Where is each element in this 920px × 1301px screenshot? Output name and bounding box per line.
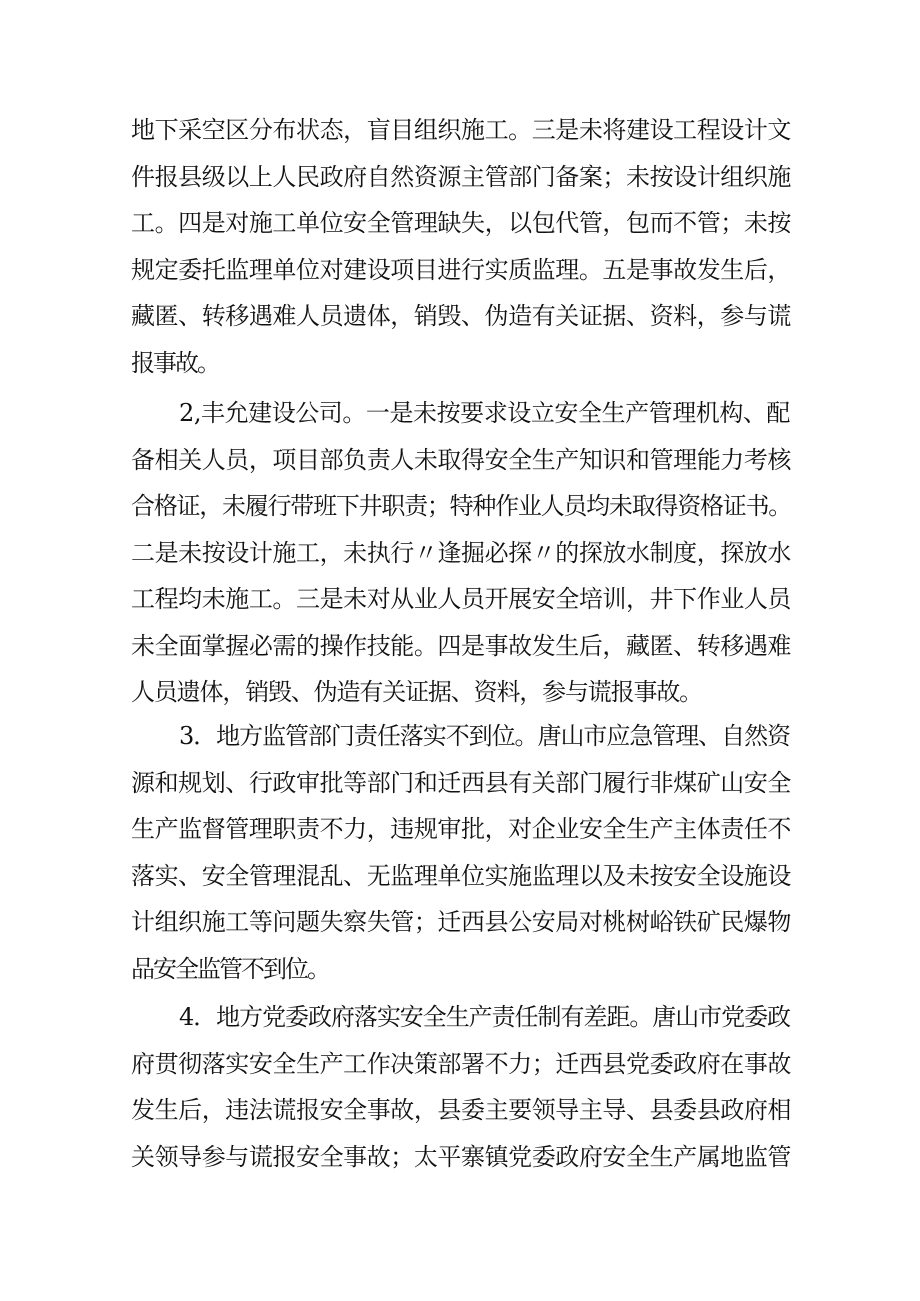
text-line: 2,丰允建设公司。一是未按要求设立安全生产管理机构、配 xyxy=(179,399,790,427)
text-line: 发生后，违法谎报安全事故，县委主要领导主导、县委县政府相 xyxy=(131,1096,791,1124)
text-line: 规定委托监理单位对建设项目进行实质监理。五是事故发生后， xyxy=(131,255,791,284)
text-line: 二是未按设计施工，未执行〃逢掘必探〃的探放水制度，探放水 xyxy=(131,538,791,567)
text-line: 生产监督管理职责不力，违规审批，对企业安全生产主体责任不 xyxy=(131,815,791,843)
text-line: 地下采空区分布状态，盲目组织施工。三是未将建设工程设计文 xyxy=(131,116,791,144)
text-line: 藏匿、转移遇难人员遗体，销毁、伪造有关证据、资料，参与谎 xyxy=(131,302,791,330)
text-line: 人员遗体，销毁、伪造有关证据、资料，参与谎报事故。 xyxy=(131,678,702,706)
text-line: 报事故。 xyxy=(131,348,219,377)
text-line: 未全面掌握必需的操作技能。四是事故发生后，藏匿、转移遇难 xyxy=(131,631,791,660)
text-line: 件报县级以上人民政府自然资源主管部门备案；未按设计组织施 xyxy=(131,162,791,191)
text-line: 品安全监管不到位。 xyxy=(131,954,329,983)
text-line: 工。四是对施工单位安全管理缺失，以包代管，包而不管；未按 xyxy=(131,209,791,237)
text-line: 合格证，未履行带班下井职责；特种作业人员均未取得资格证书。 xyxy=(131,492,791,520)
text-line: 关领导参与谎报安全事故；太平寨镇党委政府安全生产属地监管 xyxy=(131,1142,791,1171)
text-line: 落实、安全管理混乱、无监理单位实施监理以及未按安全设施设 xyxy=(131,861,791,890)
text-line: 备相关人员，项目部负责人未取得安全生产知识和管理能力考核 xyxy=(131,445,791,474)
text-line: 计组织施工等问题失察失管；迁西县公安局对桃树峪铁矿民爆物 xyxy=(131,908,791,936)
text-line: 府贯彻落实安全生产工作决策部署不力；迁西县党委政府在事故 xyxy=(131,1049,791,1078)
text-line: 工程均未施工。三是未对从业人员开展安全培训，井下作业人员 xyxy=(131,585,791,613)
text-line: 3．地方监管部门责任落实不到位。唐山市应急管理、自然资 xyxy=(179,722,790,750)
text-line: 源和规划、行政审批等部门和迁西县有关部门履行非煤矿山安全 xyxy=(131,768,791,797)
text-line: 4．地方党委政府落实安全生产责任制有差距。唐山市党委政 xyxy=(179,1003,790,1031)
